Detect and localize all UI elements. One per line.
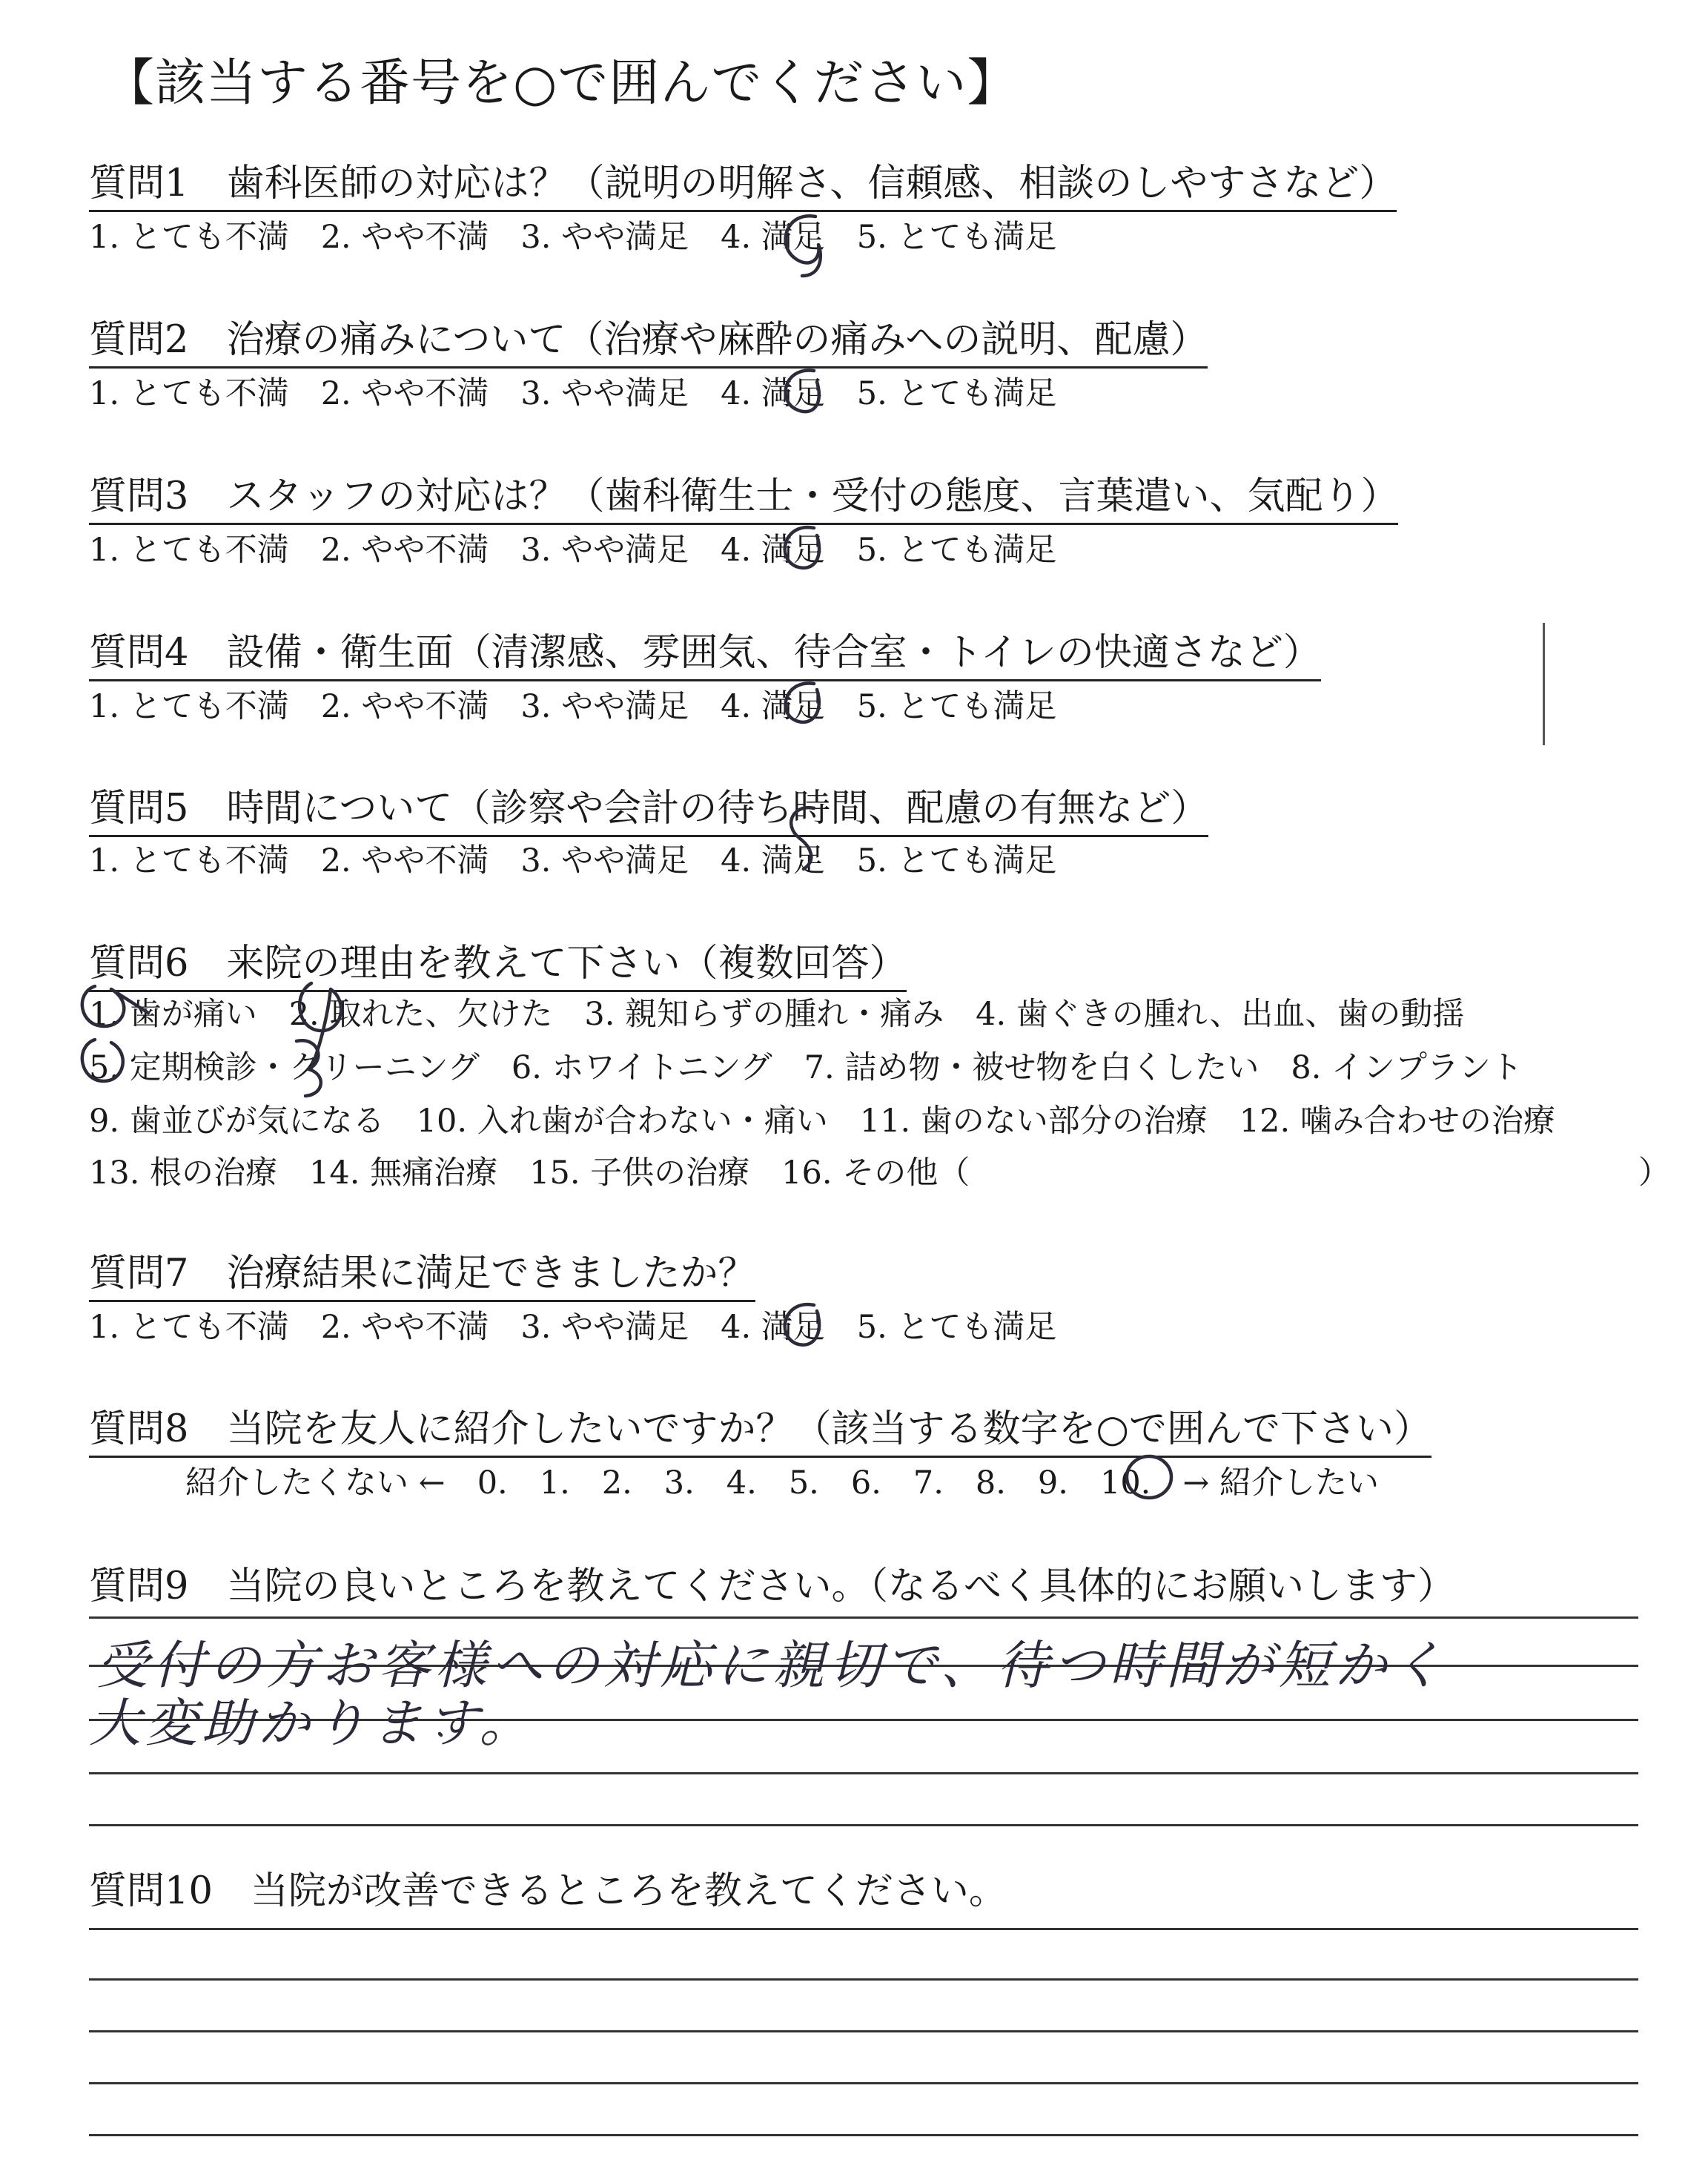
question-2-options[interactable]: 1. とても不満 2. やや不満 3. やや満足 4. 満足 5. とても満足 (89, 375, 1057, 412)
question-3-options[interactable]: 1. とても不満 2. やや不満 3. やや満足 4. 満足 5. とても満足 (89, 532, 1057, 569)
answer-line (89, 1824, 1638, 1826)
answer-line (89, 2082, 1638, 2084)
question-5-title: 質問5 時間について（診察や会計の待ち時間、配慮の有無など） (89, 777, 1208, 837)
answer-line (89, 2134, 1638, 2136)
answer-line (89, 1772, 1638, 1774)
question-6-option-line[interactable]: 9. 歯並びが気になる 10. 入れ歯が合わない・痛い 11. 歯のない部分の治療 12. 噛み合わせの治療 (89, 1103, 1555, 1140)
question-9-title: 質問9 当院の良いところを教えてください。（なるべく具体的にお願いします） (89, 1565, 1455, 1608)
question-6-title: 質問6 来院の理由を教えて下さい（複数回答） (89, 932, 907, 992)
question-8-scale[interactable]: 紹介したくない ← 0. 1. 2. 3. 4. 5. 6. 7. 8. 9. 10. → 紹介したい (185, 1464, 1380, 1502)
question-6-option-line[interactable]: 1. 歯が痛い 2. 取れた、欠けた 3. 親知らずの腫れ・痛み 4. 歯ぐきの腫れ、出血、歯の動揺 (89, 996, 1465, 1033)
q9-handwritten-answer-line1[interactable]: 受付の方お客様への対応に親切で、待つ時間が短かく (96, 1635, 1448, 1696)
question-5-options[interactable]: 1. とても不満 2. やや不満 3. やや満足 4. 満足 5. とても満足 (89, 842, 1057, 879)
question-7-options[interactable]: 1. とても不満 2. やや不満 3. やや満足 4. 満足 5. とても満足 (89, 1309, 1057, 1346)
answer-line (89, 1616, 1638, 1619)
answer-line (89, 1928, 1638, 1930)
question-2-title: 質問2 治療の痛みについて（治療や麻酔の痛みへの説明、配慮） (89, 308, 1208, 369)
question-7-title: 質問7 治療結果に満足できましたか？ (89, 1242, 755, 1302)
question-6-option-line[interactable]: 5. 定期検診・クリーニング 6. ホワイトニング 7. 詰め物・被せ物を白くしたい 8. インプラント (89, 1049, 1523, 1086)
question-1-title: 質問1 歯科医師の対応は？（説明の明解さ、信頼感、相談のしやすさなど） (89, 152, 1397, 212)
page-header: 【該当する番号を○で囲んでください】 (104, 54, 1019, 113)
question-1-options[interactable]: 1. とても不満 2. やや不満 3. やや満足 4. 満足 5. とても満足 (89, 219, 1057, 256)
answer-line (89, 1978, 1638, 1981)
q9-handwritten-answer-line2[interactable]: 大変助かります。 (89, 1693, 536, 1754)
question-3-title: 質問3 スタッフの対応は？（歯科衛生士・受付の態度、言葉遣い、気配り） (89, 465, 1398, 525)
other-close-paren: ） (1638, 1155, 1670, 1192)
question-10-title: 質問10 当院が改善できるところを教えてください。 (89, 1869, 1007, 1913)
question-6-option-line[interactable]: 13. 根の治療 14. 無痛治療 15. 子供の治療 16. その他（ (89, 1155, 970, 1192)
question-4-title: 質問4 設備・衛生面（清潔感、雰囲気、待合室・トイレの快適さなど） (89, 621, 1321, 681)
margin-line (1543, 623, 1545, 745)
answer-line (89, 2030, 1638, 2032)
question-8-title: 質問8 当院を友人に紹介したいですか？（該当する数字を○で囲んで下さい） (89, 1398, 1431, 1458)
question-4-options[interactable]: 1. とても不満 2. やや不満 3. やや満足 4. 満足 5. とても満足 (89, 688, 1057, 725)
